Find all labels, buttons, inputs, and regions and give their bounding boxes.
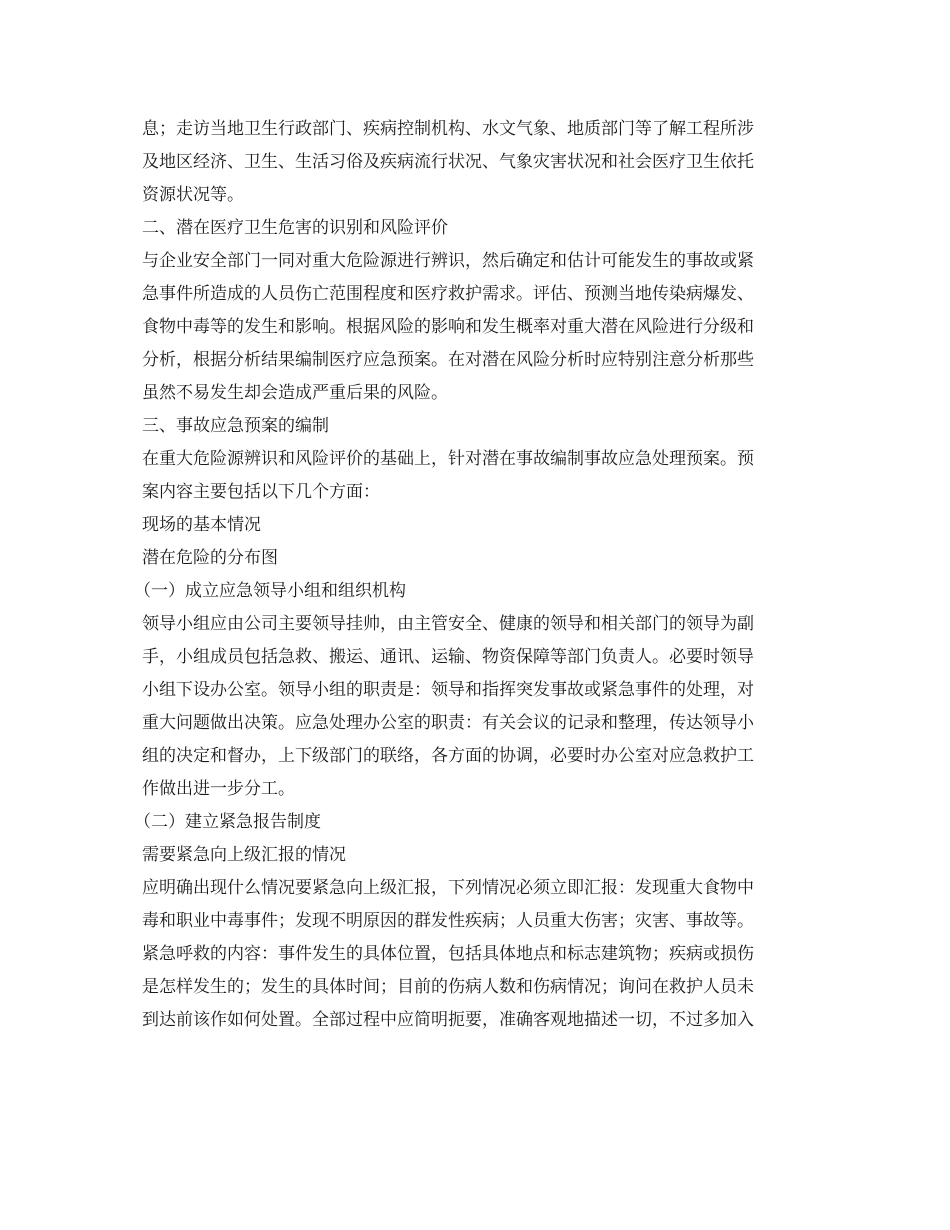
text-line: 资源状况等。 <box>142 185 244 205</box>
text-line: 小组下设办公室。领导小组的职责是：领导和指挥突发事故或紧急事件的处理，对 <box>142 680 754 700</box>
text-line: 紧急呼救的内容：事件发生的具体位置，包括具体地点和标志建筑物；疾病或损伤 <box>142 944 754 964</box>
text-line: 应明确出现什么情况要紧急向上级汇报，下列情况必须立即汇报：发现重大食物中 <box>142 878 754 898</box>
text-line: 作做出进一步分工。 <box>142 779 295 799</box>
text-line: 重大问题做出决策。应急处理办公室的职责：有关会议的记录和整理，传达领导小 <box>142 713 754 733</box>
text-line: 息；走访当地卫生行政部门、疾病控制机构、水文气象、地质部门等了解工程所涉 <box>142 119 754 139</box>
text-line: 及地区经济、卫生、生活习俗及疾病流行状况、气象灾害状况和社会医疗卫生依托 <box>142 152 754 172</box>
subsection-heading: （二）建立紧急报告制度 <box>134 812 321 832</box>
text-line: 手，小组成员包括急救、搬运、通讯、运输、物资保障等部门负责人。必要时领导 <box>142 647 754 667</box>
text-line: 案内容主要包括以下几个方面： <box>142 482 380 502</box>
section-heading: 三、事故应急预案的编制 <box>142 416 329 436</box>
text-line: 食物中毒等的发生和影响。根据风险的影响和发生概率对重大潜在风险进行分级和 <box>142 317 754 337</box>
text-line: 到达前该作如何处置。全部过程中应简明扼要，准确客观地描述一切，不过多加入 <box>142 1010 754 1030</box>
text-line: 是怎样发生的；发生的具体时间；目前的伤病人数和伤病情况；询问在救护人员未 <box>142 977 754 997</box>
text-line: 在重大危险源辨识和风险评价的基础上，针对潜在事故编制事故应急处理预案。预 <box>142 449 754 469</box>
text-line: 需要紧急向上级汇报的情况 <box>142 845 346 865</box>
text-line: 现场的基本情况 <box>142 515 261 535</box>
text-line: 急事件所造成的人员伤亡范围程度和医疗救护需求。评估、预测当地传染病爆发、 <box>142 284 754 304</box>
text-line: 与企业安全部门一同对重大危险源进行辨识，然后确定和估计可能发生的事故或紧 <box>142 251 754 271</box>
text-line: 分析，根据分析结果编制医疗应急预案。在对潜在风险分析时应特别注意分析那些 <box>142 350 754 370</box>
text-line: 领导小组应由公司主要领导挂帅，由主管安全、健康的领导和相关部门的领导为副 <box>142 614 754 634</box>
section-heading: 二、潜在医疗卫生危害的识别和风险评价 <box>142 218 448 238</box>
subsection-heading: （一）成立应急领导小组和组织机构 <box>134 581 406 601</box>
text-line: 毒和职业中毒事件；发现不明原因的群发性疾病；人员重大伤害；灾害、事故等。 <box>142 911 754 931</box>
text-line: 组的决定和督办，上下级部门的联络，各方面的协调，必要时办公室对应急救护工 <box>142 746 754 766</box>
text-line: 虽然不易发生却会造成严重后果的风险。 <box>142 383 448 403</box>
text-line: 潜在危险的分布图 <box>142 548 278 568</box>
document-page <box>134 113 814 1037</box>
